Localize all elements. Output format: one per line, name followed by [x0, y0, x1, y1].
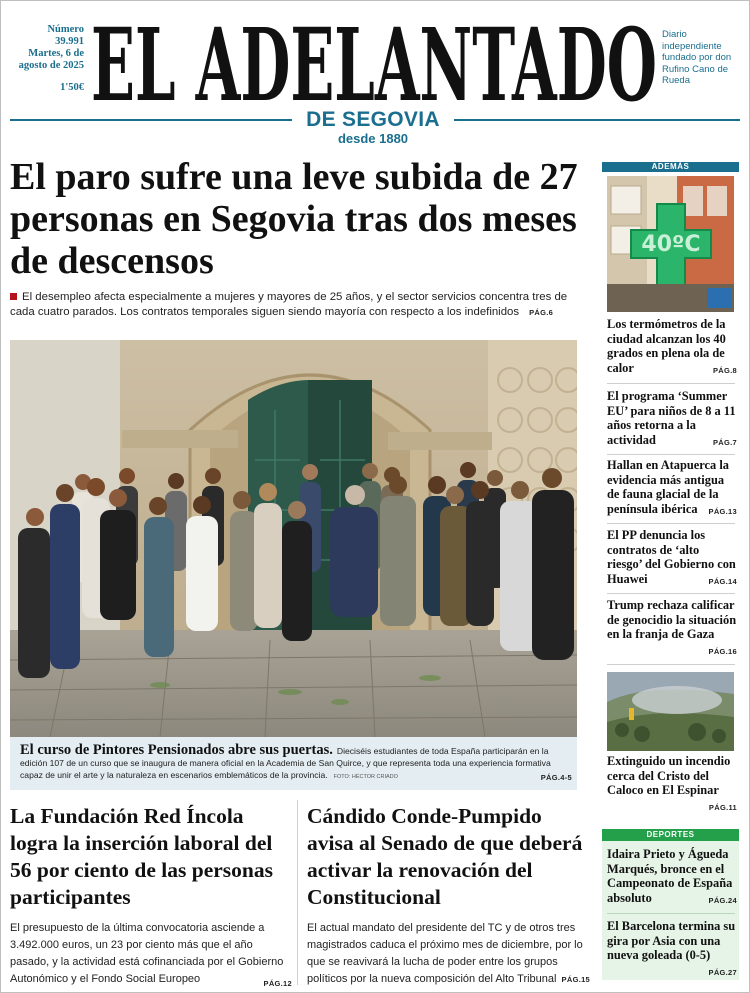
photo-caption [20, 744, 572, 784]
sports-divider [607, 913, 735, 914]
lead-headline[interactable]: El paro sufre una leve subida de 27 personas en Segovia tras dos meses de descensos [10, 156, 578, 282]
bullet-square-icon [10, 293, 17, 300]
story-left-headline[interactable]: La Fundación Red Íncola logra la inserción laboral del 56 por ciento de las personas participantes [10, 804, 273, 909]
masthead-logo[interactable] [88, 4, 660, 112]
masthead-tagline: Diario independiente fundado por don Rufino Cano de Rueda [662, 29, 732, 86]
sidebar-divider [607, 383, 735, 384]
masthead-rule-left [10, 119, 292, 121]
sidebar-item-gaza-text: Trump rechaza calificar de genocidio la situación en la franja de Gaza [607, 598, 737, 641]
pharmacy-cross-icon [607, 176, 734, 312]
group-photo-illustration [10, 340, 577, 737]
sports-item-bronze-text: Idaira Prieto y Águeda Marqués, bronce en el Campeonato de España absoluto [607, 847, 733, 905]
issue-price: 1'50€ [60, 82, 84, 93]
sidebar-item-huawei-text: El PP denuncia los contratos de ‘alto riesgo’ del Gobierno con Huawei [607, 528, 736, 586]
photo-caption-body: Dieciséis estudiantes de toda España participarán en la edición 107 de un curso que se inaugura de manera oficial en la Academia de San Quirce, y que representa toda una experiencia formativa capaz de unir el arte y la naturaleza en escenarios emblemáticos de la provincia. [20, 746, 551, 780]
masthead-rule-right [454, 119, 740, 121]
lead-deck [10, 290, 580, 320]
issue-number: 39.991 [55, 36, 84, 47]
forest-fire-icon [607, 672, 734, 751]
sidebar-item-huawei-page[interactable]: PÁG.14 [708, 576, 737, 586]
sidebar-item-atapuerca-page[interactable]: PÁG.13 [708, 506, 737, 516]
masthead-since: desde 1880 [337, 131, 409, 146]
issue-label: Número [47, 24, 84, 35]
story-right-text: El actual mandato del presidente del TC y de otros tres magistrados caduca el próximo mes de diciembre, por lo que se reavivará la lucha de poder entre los grupos políticos por la nueva composición del Alto Tribunal [307, 922, 583, 985]
sidebar-photo-pharmacy[interactable] [607, 176, 734, 312]
sidebar-item-atapuerca[interactable] [607, 458, 737, 519]
sidebar-item-summer-eu-text: El programa ‘Summer EU’ para niños de 8 a 11 años retorna a la actividad [607, 389, 736, 447]
lead-deck-text: El desempleo afecta especialmente a mujeres y mayores de 25 años, y el sector servicios concentra tres de cada cuatro parados. Los contratos temporales siguen siendo mayoría con respecto a los indefinidos [10, 291, 568, 318]
sidebar-divider [607, 454, 735, 455]
story-right-headline[interactable]: Cándido Conde-Pumpido avisa al Senado de que deberá activar la renovación del Constitucional [307, 804, 583, 909]
sports-item-barcelona[interactable] [607, 919, 737, 980]
column-divider [297, 800, 298, 985]
pharmacy-sign-text: 40ºC [641, 232, 701, 257]
photo-caption-headline[interactable]: El curso de Pintores Pensionados abre sus puertas. [20, 742, 333, 758]
story-left-text: El presupuesto de la última convocatoria asciende a 3.492.000 euros, un 23 por ciento más que el año pasado, y la actividad está cofinanciada por el Gobierno Autonómico y el Fondo Social Europeo [10, 922, 284, 985]
masthead-title: EL ADELANTADO [91, 6, 657, 112]
sidebar-item-heat[interactable] [607, 317, 737, 378]
story-left-page-ref[interactable]: PÁG.12 [263, 979, 292, 988]
sidebar-item-heat-page[interactable]: PÁG.8 [712, 365, 737, 375]
sidebar-divider [607, 664, 735, 665]
masthead-subtitle: DE SEGOVIA [306, 108, 440, 131]
sidebar-item-fire-text: Extinguido un incendio cerca del Cristo del Caloco en El Espinar [607, 754, 731, 797]
lead-page-ref[interactable]: PÁG.6 [529, 308, 554, 317]
sidebar-item-heat-text: Los termómetros de la ciudad alcanzan los 40 grados en plena ola de calor [607, 317, 726, 375]
photo-page-ref[interactable]: PÁG.4-5 [540, 773, 572, 782]
sidebar-item-summer-eu-page[interactable]: PÁG.7 [712, 437, 737, 447]
sidebar-item-fire[interactable] [607, 754, 737, 815]
sidebar-header: ADEMÁS [602, 162, 739, 172]
sidebar-item-huawei[interactable] [607, 528, 737, 589]
sidebar-divider [607, 593, 735, 594]
sports-item-bronze[interactable] [607, 847, 737, 908]
sidebar-item-fire-page[interactable]: PÁG.11 [708, 802, 737, 812]
issue-info [18, 24, 84, 94]
story-left-body [10, 920, 292, 992]
sports-item-barcelona-text: El Barcelona termina su gira por Asia con una nueva goleada (0-5) [607, 919, 736, 962]
sidebar-item-summer-eu[interactable] [607, 389, 737, 450]
story-right-body [307, 920, 592, 988]
sidebar-item-gaza-page[interactable]: PÁG.16 [708, 646, 737, 656]
sports-item-bronze-page[interactable]: PÁG.24 [708, 895, 737, 905]
sports-header: DEPORTES [602, 829, 739, 841]
sports-item-barcelona-page[interactable]: PÁG.27 [708, 967, 737, 977]
sidebar-divider [607, 523, 735, 524]
sidebar-item-atapuerca-text: Hallan en Atapuerca la evidencia más antigua de fauna glacial de la península ibérica [607, 458, 729, 516]
issue-date: Martes, 6 de agosto de 2025 [18, 48, 84, 71]
lead-photo[interactable] [10, 340, 577, 737]
story-right-page-ref[interactable]: PÁG.15 [561, 975, 591, 984]
photo-credit: FOTO: HÉCTOR CRIADO [333, 774, 398, 780]
sidebar-photo-fire[interactable] [607, 672, 734, 751]
sidebar-item-gaza[interactable] [607, 598, 737, 659]
